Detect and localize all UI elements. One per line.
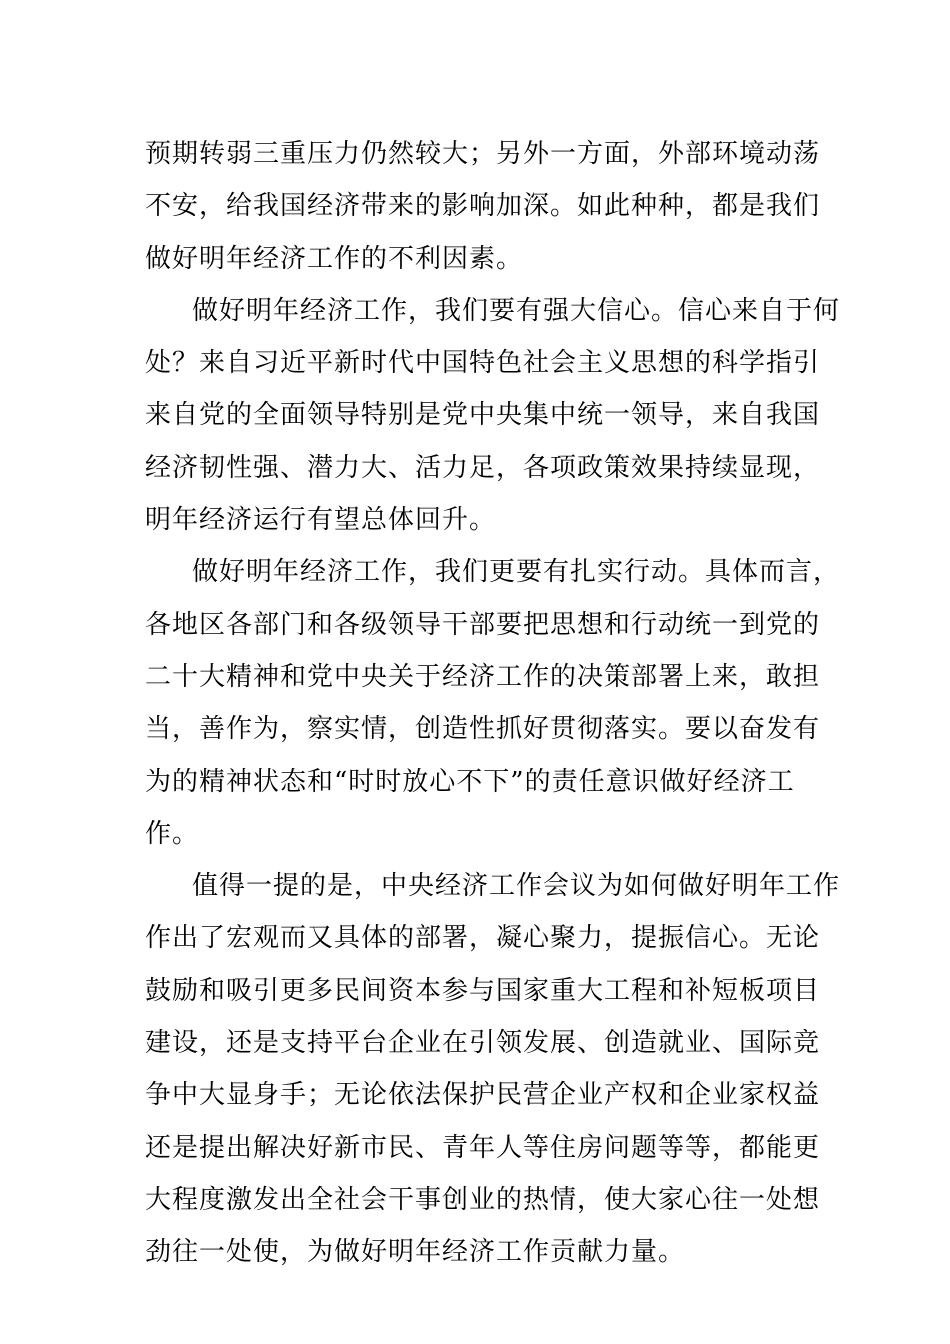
text-line: 来自党的全面领导特别是党中央集中统一领导，来自我国 <box>145 400 821 431</box>
text-line: 为的精神状态和“时时放心不下”的责任意识做好经济工 <box>145 766 795 797</box>
text-line: 建设，还是支持平台企业在引领发展、创造就业、国际竞 <box>145 1028 821 1059</box>
text-line: 当，善作为，察实情，创造性抓好贯彻落实。要以奋发有 <box>145 714 821 745</box>
text-line: 二十大精神和党中央关于经济工作的决策部署上来，敢担 <box>145 661 821 692</box>
paragraph-first-line: 做好明年经济工作，我们更要有扎实行动。具体而言， <box>192 557 841 588</box>
document-body <box>145 128 841 1279</box>
text-line: 处？来自习近平新时代中国特色社会主义思想的科学指引 <box>145 348 821 379</box>
text-line: 做好明年经济工作的不利因素。 <box>145 243 524 274</box>
text-line: 争中大显身手；无论依法保护民营企业产权和企业家权益 <box>145 1080 821 1111</box>
text-line: 经济韧性强、潜力大、活力足，各项政策效果持续显现， <box>145 452 821 483</box>
text-line: 预期转弱三重压力仍然较大；另外一方面，外部环境动荡 <box>145 139 821 169</box>
paragraph-first-line: 值得一提的是，中央经济工作会议为如何做好明年工作 <box>192 871 841 902</box>
paragraph-first-line: 做好明年经济工作，我们要有强大信心。信心来自于何 <box>192 295 841 326</box>
text-line: 还是提出解决好新市民、青年人等住房问题等等，都能更 <box>145 1132 821 1163</box>
text-line: 明年经济运行有望总体回升。 <box>145 505 497 536</box>
text-line: 不安，给我国经济带来的影响加深。如此种种，都是我们 <box>145 191 821 222</box>
text-line: 作。 <box>145 818 200 849</box>
text-line: 劲往一处使，为做好明年经济工作贡献力量。 <box>145 1237 686 1268</box>
text-line: 大程度激发出全社会干事创业的热情，使大家心往一处想 <box>145 1184 821 1215</box>
text-line: 鼓励和吸引更多民间资本参与国家重大工程和补短板项目 <box>145 975 821 1006</box>
text-line: 各地区各部门和各级领导干部要把思想和行动统一到党的 <box>145 609 821 640</box>
text-line: 作出了宏观而又具体的部署，凝心聚力，提振信心。无论 <box>145 923 821 954</box>
